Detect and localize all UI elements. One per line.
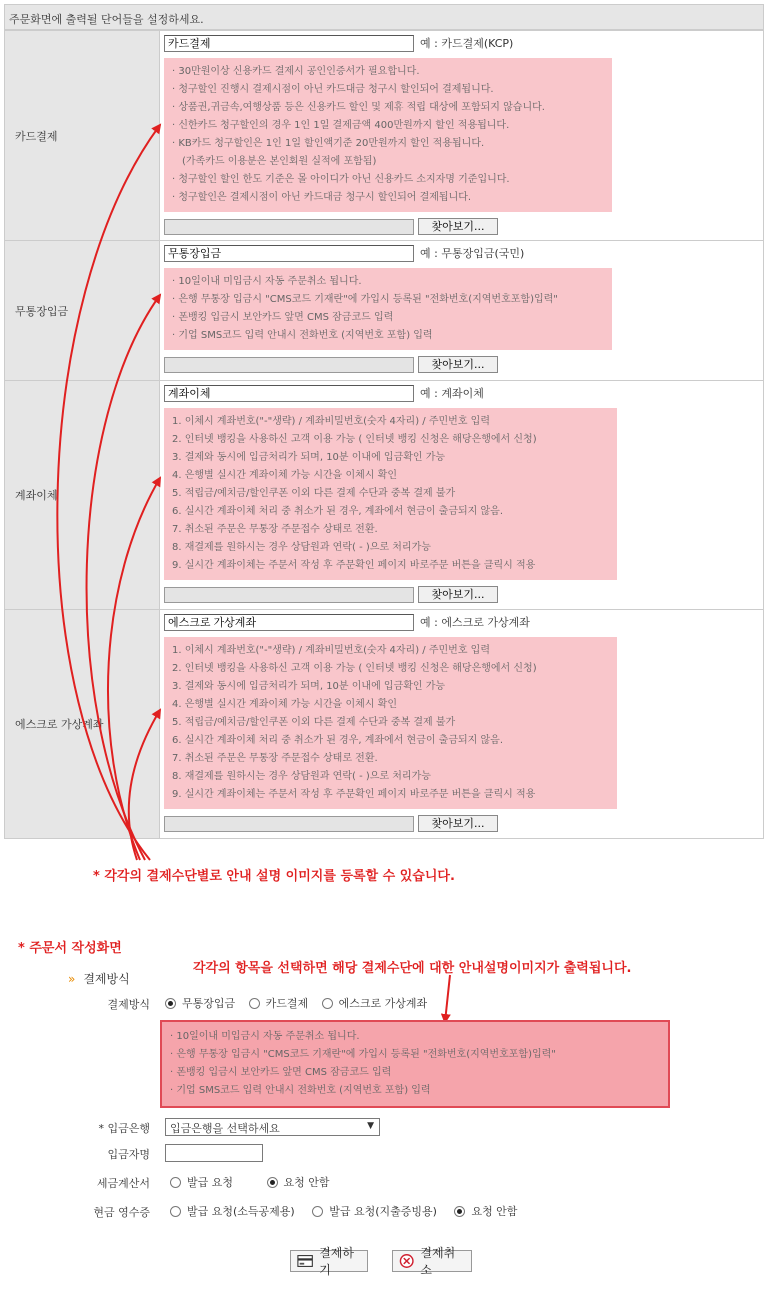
radio-tax-request[interactable] — [170, 1174, 233, 1190]
guide-line: · 30만원이상 신용카드 결제시 공인인증서가 필요합니다. — [172, 66, 420, 77]
guide-line: 5. 적립금/예치금/할인쿠폰 이외 다른 결제 수단과 중복 결제 불가 — [172, 717, 456, 728]
example-text: 예 : 에스크로 가상계좌 — [420, 616, 530, 629]
section-label: 카드결제 — [15, 129, 58, 143]
guide-line: 2. 인터넷 뱅킹을 사용하신 고객 이용 가능 ( 인터넷 뱅킹 신청은 해당은행에서 신청) — [172, 663, 537, 674]
payment-card-icon — [297, 1254, 313, 1268]
guide-line: · KB카드 청구할인은 1인 1일 할인액기준 20만원까지 할인 적용됩니다. — [172, 138, 485, 149]
guide-line: 3. 결제와 동시에 입금처리가 되며, 10분 이내에 입금확인 가능 — [172, 452, 446, 463]
radio-icon[interactable] — [454, 1206, 465, 1217]
file-path-input[interactable] — [164, 219, 414, 235]
guide-line: 5. 적립금/예치금/할인쿠폰 이외 다른 결제 수단과 중복 결제 불가 — [172, 488, 456, 499]
radio-icon[interactable] — [267, 1177, 278, 1188]
tax-invoice-options — [170, 1174, 340, 1191]
guide-line: · 청구할인 진행시 결제시점이 아닌 카드대금 청구시 할인되어 결제됩니다. — [172, 84, 494, 95]
cancel-button[interactable] — [392, 1246, 472, 1277]
guide-line: · 청구할인 할인 한도 기준은 몰 아이디가 아닌 신용카드 소지자명 기준입니다. — [172, 174, 510, 185]
radio-icon[interactable] — [249, 998, 260, 1009]
section-escrow — [160, 610, 764, 839]
option-label: 발급 요청 — [187, 1176, 234, 1189]
example-text: 예 : 카드결제(KCP) — [420, 37, 514, 50]
guide-line: 7. 취소된 주문은 무통장 주문접수 상태로 전환. — [172, 524, 378, 535]
cash-receipt-options — [170, 1203, 527, 1220]
bank-transfer-name-input[interactable] — [164, 245, 414, 262]
guide-line: · 신한카드 청구할인의 경우 1인 1일 결제금액 400만원까지 할인 적용됩니다. — [172, 120, 510, 131]
guide-line: 3. 결제와 동시에 입금처리가 되며, 10분 이내에 입금확인 가능 — [172, 681, 446, 692]
file-path-input[interactable] — [164, 816, 414, 832]
option-label: 요청 안함 — [471, 1205, 518, 1218]
cash-receipt-label: 현금 영수증 — [93, 1206, 150, 1219]
guide-image-escrow — [164, 637, 617, 809]
chevron-down-icon: ▼ — [367, 1121, 374, 1131]
label-escrow — [5, 610, 160, 839]
example-text: 예 : 무통장입금(국민) — [420, 247, 525, 260]
guide-line: 7. 취소된 주문은 무통장 주문접수 상태로 전환. — [172, 753, 378, 764]
option-label: 무통장입금 — [182, 997, 236, 1010]
file-path-input[interactable] — [164, 357, 414, 373]
card-name-input[interactable] — [164, 35, 414, 52]
label-account-transfer — [5, 381, 160, 610]
guide-line: 2. 인터넷 뱅킹을 사용하신 고객 이용 가능 ( 인터넷 뱅킹 신청은 해당은행에서 신청) — [172, 434, 537, 445]
section-label: 계좌이체 — [15, 489, 58, 502]
radio-tax-none[interactable] — [267, 1174, 330, 1190]
guide-line: 4. 은행별 실시간 계좌이체 가능 시간을 이체시 확인 — [172, 470, 397, 481]
header-title: 주문화면에 출력될 단어들을 설정하세요. — [9, 13, 204, 26]
browse-button[interactable]: 찾아보기... — [418, 586, 498, 603]
guide-line: · 10일이내 미입금시 자동 주문취소 됩니다. — [172, 276, 362, 287]
guide-line: 1. 이체시 계좌번호("-"생략) / 계좌비밀번호(숫자 4자리) / 주민번호 입력 — [172, 645, 490, 656]
guide-image-account-transfer — [164, 408, 617, 580]
section-label: 무통장입금 — [15, 304, 69, 318]
guide-line: · 은행 무통장 입금시 "CMS코드 기재란"에 가입시 등록된 "전화번호(지역번호포함)입력" — [170, 1049, 556, 1060]
account-transfer-name-input[interactable] — [164, 385, 414, 402]
section-bank-transfer — [160, 241, 764, 381]
radio-bank-transfer[interactable] — [165, 995, 235, 1011]
guide-line: · 상품권,귀금속,여행상품 등은 신용카드 할인 및 제휴 적립 대상에 포함되지 않습니다. — [172, 102, 545, 113]
radio-icon[interactable] — [322, 998, 333, 1009]
guide-image-bank-transfer — [164, 268, 612, 350]
cancel-icon — [399, 1253, 414, 1269]
pay-button-label: 결제하기 — [319, 1246, 354, 1277]
pay-button[interactable] — [290, 1246, 368, 1277]
payment-guide-preview — [160, 1020, 670, 1108]
section-title-text: 결제방식 — [83, 972, 130, 986]
label-card — [5, 31, 160, 241]
guide-line: 6. 실시간 계좌이체 처리 중 취소가 된 경우, 계좌에서 현금이 출금되지 않음. — [172, 506, 504, 517]
guide-line: 8. 재결제를 원하시는 경우 상담원과 연락( - )으로 처리가능 — [172, 771, 431, 782]
guide-line: · 기업 SMS코드 입력 안내시 전화번호 (지역번호 포함) 입력 — [170, 1085, 431, 1096]
radio-icon[interactable] — [170, 1177, 181, 1188]
arrow-to-preview — [445, 975, 450, 1022]
guide-line: (가족카드 이용분은 본인회원 실적에 포함됨) — [182, 156, 377, 167]
radio-cash-proof[interactable] — [312, 1203, 437, 1219]
arrow-note: * 각각의 결제수단별로 안내 설명 이미지를 등록할 수 있습니다. — [93, 869, 455, 884]
guide-image-card — [164, 58, 612, 212]
pay-method-label: 결제방식 — [107, 998, 150, 1011]
radio-icon[interactable] — [312, 1206, 323, 1217]
tax-invoice-label: 세금계산서 — [96, 1177, 150, 1190]
radio-cash-none[interactable] — [454, 1203, 517, 1219]
section-label: 에스크로 가상계좌 — [15, 718, 104, 731]
payment-section-title — [68, 970, 130, 987]
radio-card[interactable] — [249, 995, 309, 1011]
cancel-button-label: 결제취소 — [420, 1246, 456, 1277]
guide-line: · 폰뱅킹 입금시 보안카드 앞면 CMS 잠금코드 입력 — [172, 312, 394, 323]
guide-line: 8. 재결제를 원하시는 경우 상담원과 연락( - )으로 처리가능 — [172, 542, 431, 553]
guide-line: 9. 실시간 계좌이체는 주문서 작성 후 주문확인 페이지 바로주문 버튼을 클릭시 적용 — [172, 560, 536, 571]
radio-icon[interactable] — [165, 998, 176, 1009]
browse-button[interactable]: 찾아보기... — [418, 218, 498, 235]
bank-select-value: 입금은행을 선택하세요 — [170, 1122, 280, 1135]
page-header — [4, 4, 764, 30]
chevron-right-icon: » — [68, 972, 76, 986]
section-account-transfer — [160, 381, 764, 610]
bank-select[interactable] — [165, 1118, 380, 1136]
guide-line: 9. 실시간 계좌이체는 주문서 작성 후 주문확인 페이지 바로주문 버튼을 클릭시 적용 — [172, 789, 536, 800]
escrow-name-input[interactable] — [164, 614, 414, 631]
guide-line: · 청구할인은 결제시점이 아닌 카드대금 청구시 할인되어 결제됩니다. — [172, 192, 472, 203]
browse-button[interactable]: 찾아보기... — [418, 815, 498, 832]
option-label: 카드결제 — [265, 997, 309, 1010]
pay-method-options — [165, 995, 437, 1012]
radio-escrow[interactable] — [322, 995, 428, 1011]
guide-line: 1. 이체시 계좌번호("-"생략) / 계좌비밀번호(숫자 4자리) / 주민번호 입력 — [172, 416, 490, 427]
payment-settings-table — [4, 30, 764, 839]
label-bank-transfer — [5, 241, 160, 381]
depositor-label: 입금자명 — [107, 1148, 150, 1161]
option-label: 발급 요청(지출증빙용) — [329, 1205, 437, 1218]
order-screen-title: * 주문서 작성화면 — [18, 941, 122, 956]
guide-line: · 10일이내 미입금시 자동 주문취소 됩니다. — [170, 1031, 360, 1042]
section-card — [160, 31, 764, 241]
depositor-input[interactable] — [165, 1144, 263, 1162]
browse-button[interactable]: 찾아보기... — [418, 356, 498, 373]
radio-icon[interactable] — [170, 1206, 181, 1217]
guide-line: · 폰뱅킹 입금시 보안카드 앞면 CMS 잠금코드 입력 — [170, 1067, 392, 1078]
select-note: 각각의 항목을 선택하면 해당 결제수단에 대한 안내설명이미지가 출력됩니다. — [193, 961, 632, 976]
guide-line: · 은행 무통장 입금시 "CMS코드 기재란"에 가입시 등록된 "전화번호(지역번호포함)입력" — [172, 294, 558, 305]
guide-line: · 기업 SMS코드 입력 안내시 전화번호 (지역번호 포함) 입력 — [172, 330, 433, 341]
radio-cash-deduction[interactable] — [170, 1203, 295, 1219]
example-text: 예 : 계좌이체 — [420, 387, 484, 400]
file-path-input[interactable] — [164, 587, 414, 603]
bank-label: * 입금은행 — [98, 1122, 150, 1135]
option-label: 발급 요청(소득공제용) — [187, 1205, 295, 1218]
guide-line: 6. 실시간 계좌이체 처리 중 취소가 된 경우, 계좌에서 현금이 출금되지 않음. — [172, 735, 504, 746]
option-label: 에스크로 가상계좌 — [338, 997, 428, 1010]
guide-line: 4. 은행별 실시간 계좌이체 가능 시간을 이체시 확인 — [172, 699, 397, 710]
option-label: 요청 안함 — [283, 1176, 330, 1189]
